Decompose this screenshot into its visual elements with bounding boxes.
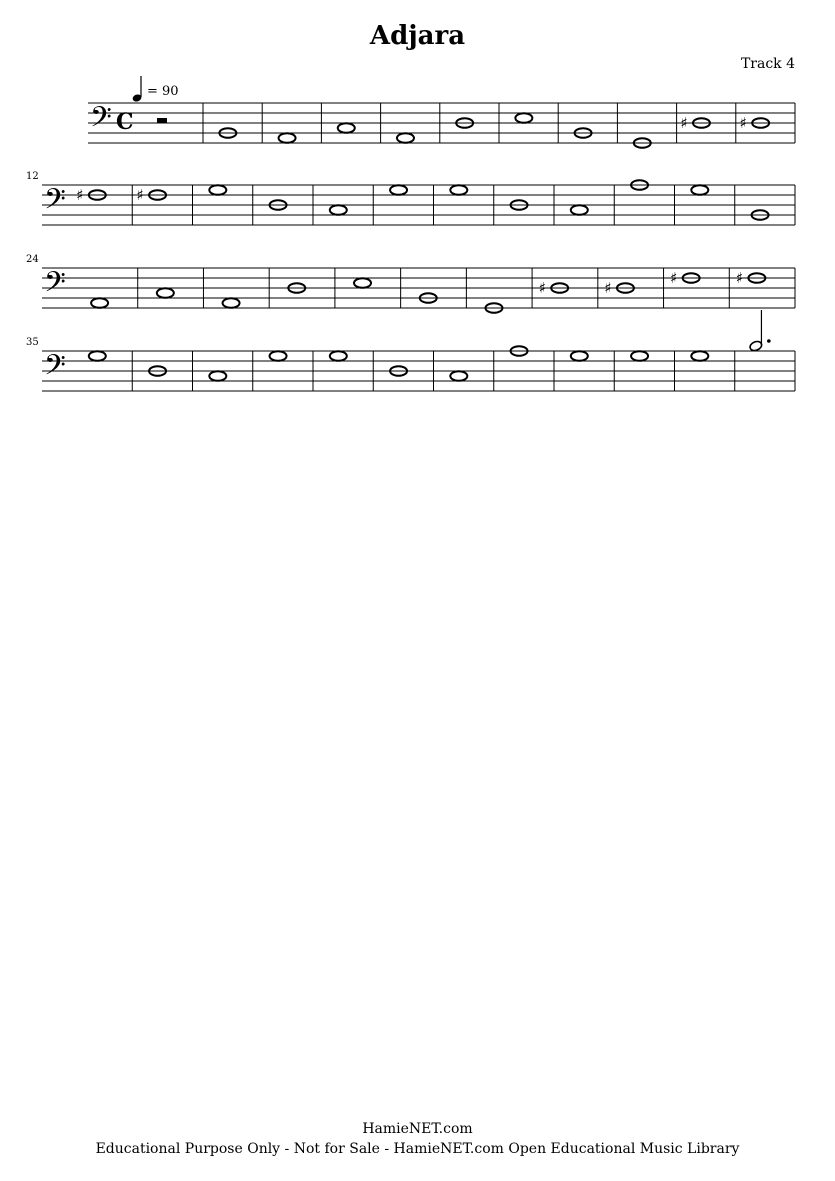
augmentation-dot [767,339,771,343]
bass-clef: 𝄢 [90,101,112,141]
whole-note-head [397,133,414,143]
sharp-accidental: ♯ [538,279,546,297]
whole-note-head [390,185,407,195]
whole-note-head [330,351,347,361]
whole-note-head [157,288,174,298]
whole-note-head [270,351,287,361]
whole-note-head [571,205,588,215]
whole-note-head [450,185,467,195]
staff-system [26,310,795,391]
measure-number: 12 [26,171,39,182]
tempo-marking [132,76,179,103]
whole-note-head [338,123,355,133]
sharp-accidental: ♯ [739,114,747,132]
sharp-accidental: ♯ [76,186,84,204]
sharp-accidental: ♯ [680,114,688,132]
whole-note-head [571,351,588,361]
whole-note-head [89,351,106,361]
whole-note-head [209,185,226,195]
whole-note-head [354,278,371,288]
whole-note-head [223,298,240,308]
whole-note-head [209,371,226,381]
staff-systems [26,101,795,391]
footer-site: HamieNET.com [362,1121,473,1137]
whole-note-head [450,371,467,381]
whole-note-head [279,133,296,143]
whole-note-head [91,298,108,308]
whole-note-head [515,113,532,123]
staff-system [26,254,795,313]
measure-number: 35 [26,337,39,348]
bass-clef: 𝄢 [44,266,66,306]
sharp-accidental: ♯ [670,269,678,287]
bass-clef: 𝄢 [44,183,66,223]
whole-note-head [631,351,648,361]
score-title: Adjara [369,21,466,51]
sharp-accidental: ♯ [604,279,612,297]
whole-note-head [691,351,708,361]
whole-note-head [691,185,708,195]
track-label: Track 4 [740,56,795,72]
staff-system [88,101,795,148]
sharp-accidental: ♯ [735,269,744,287]
sharp-accidental: ♯ [136,186,144,204]
tempo-value: = 90 [147,84,179,99]
measure-number: 24 [26,254,39,265]
staff-system [26,171,795,225]
sheet-music [0,0,835,420]
half-rest [157,118,167,123]
time-signature: C [116,109,134,135]
half-note-head [749,340,763,352]
bass-clef: 𝄢 [44,349,66,389]
footer-note: Educational Purpose Only - Not for Sale - HamieNET.com Open Educational Music Library [95,1141,740,1157]
whole-note-head [330,205,347,215]
